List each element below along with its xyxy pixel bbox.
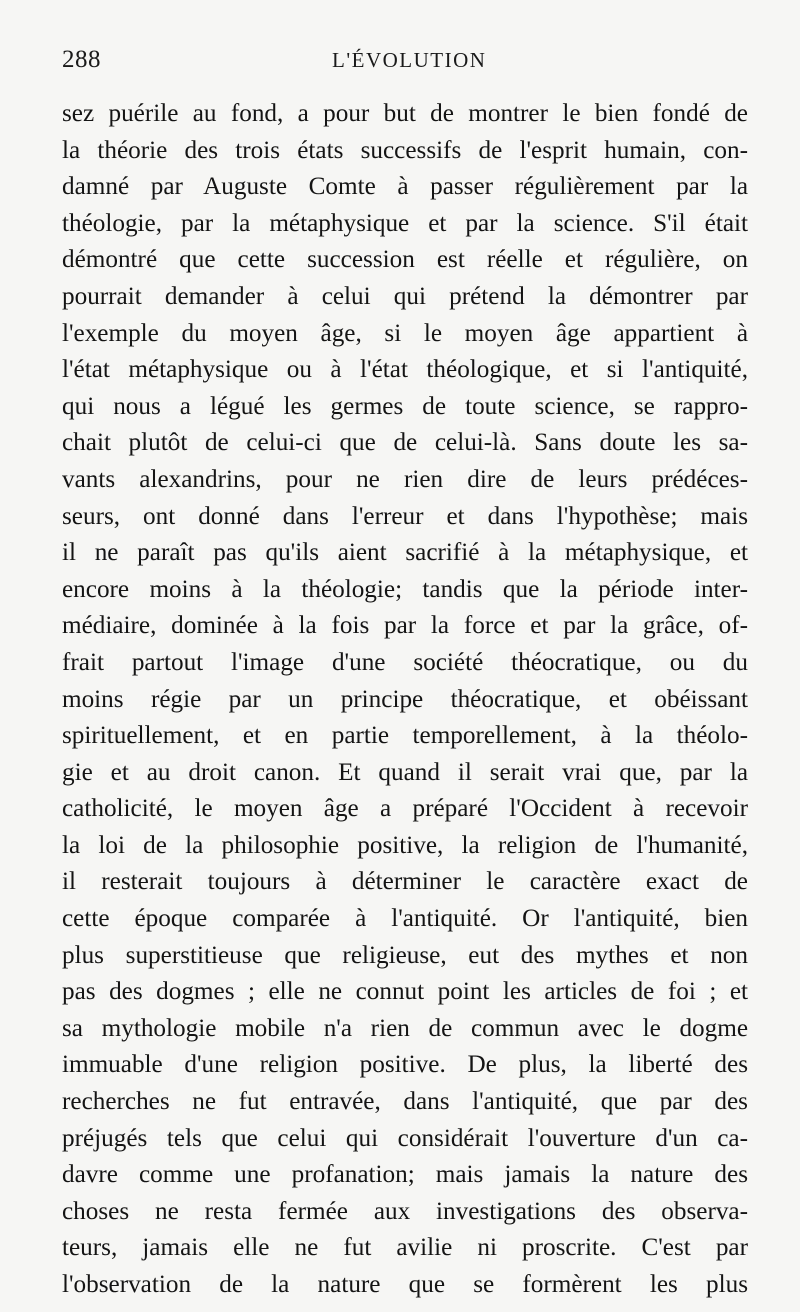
body-text bbox=[62, 96, 748, 1304]
page-header bbox=[62, 42, 748, 76]
running-head: L'ÉVOLUTION bbox=[332, 48, 487, 72]
text-line: l'exemple du moyen âge, si le moyen âge appartient à bbox=[62, 319, 748, 347]
text-line: encore moins à la théologie; tandis que la période inter- bbox=[62, 575, 748, 603]
text-line: sez puérile au fond, a pour but de montrer le bien fondé de bbox=[62, 100, 748, 127]
text-line: pas des dogmes ; elle ne connut point les articles de foi ; et bbox=[62, 978, 748, 1006]
text-line: plus superstitieuse que religieuse, eut des mythes et non bbox=[62, 941, 748, 969]
text-line: théologie, par la métaphysique et par la science. S'il était bbox=[62, 209, 748, 237]
text-line: gie et au droit canon. Et quand il serait vrai que, par la bbox=[62, 758, 748, 786]
text-line: sa mythologie mobile n'a rien de commun avec le dogme bbox=[62, 1014, 748, 1042]
text-line: catholicité, le moyen âge a préparé l'Occident à recevoir bbox=[62, 795, 748, 823]
text-line: teurs, jamais elle ne fut avilie ni proscrite. C'est par bbox=[62, 1234, 748, 1262]
text-line: seurs, ont donné dans l'erreur et dans l'hypothèse; mais bbox=[62, 502, 748, 530]
text-line: cette époque comparée à l'antiquité. Or l'antiquité, bien bbox=[62, 905, 748, 933]
text-line: pourrait demander à celui qui prétend la démontrer par bbox=[62, 282, 748, 310]
text-line: chait plutôt de celui-ci que de celui-là. Sans doute les sa- bbox=[62, 429, 748, 457]
text-line: davre comme une profanation; mais jamais la nature des bbox=[62, 1161, 748, 1189]
text-line: moins régie par un principe théocratique, et obéissant bbox=[62, 685, 748, 713]
page-number: 288 bbox=[62, 46, 101, 73]
text-line: spirituellement, et en partie temporellement, à la théolo- bbox=[62, 722, 748, 750]
text-line: qui nous a légué les germes de toute science, se rappro- bbox=[62, 392, 748, 420]
text-line: la théorie des trois états successifs de l'esprit humain, con- bbox=[62, 136, 748, 164]
text-line: préjugés tels que celui qui considérait l'ouverture d'un ca- bbox=[62, 1124, 748, 1152]
text-line: la loi de la philosophie positive, la religion de l'humanité, bbox=[62, 831, 748, 859]
text-line: médiaire, dominée à la fois par la force et par la grâce, of- bbox=[62, 612, 748, 640]
text-line: il resterait toujours à déterminer le caractère exact de bbox=[62, 868, 748, 896]
text-line: l'observation de la nature que se formèrent les plus bbox=[62, 1271, 748, 1298]
text-line: démontré que cette succession est réelle et régulière, on bbox=[62, 246, 748, 274]
text-line: vants alexandrins, pour ne rien dire de leurs prédéces- bbox=[62, 465, 748, 493]
text-line: il ne paraît pas qu'ils aient sacrifié à la métaphysique, et bbox=[62, 539, 748, 567]
text-line: immuable d'une religion positive. De plus, la liberté des bbox=[62, 1051, 748, 1079]
text-line: damné par Auguste Comte à passer régulièrement par la bbox=[62, 173, 748, 201]
text-line: recherches ne fut entravée, dans l'antiquité, que par des bbox=[62, 1088, 748, 1116]
text-line: choses ne resta fermée aux investigations des observa- bbox=[62, 1197, 748, 1225]
text-line: frait partout l'image d'une société théocratique, ou du bbox=[62, 648, 748, 676]
text-line: l'état métaphysique ou à l'état théologique, et si l'antiquité, bbox=[62, 356, 748, 384]
